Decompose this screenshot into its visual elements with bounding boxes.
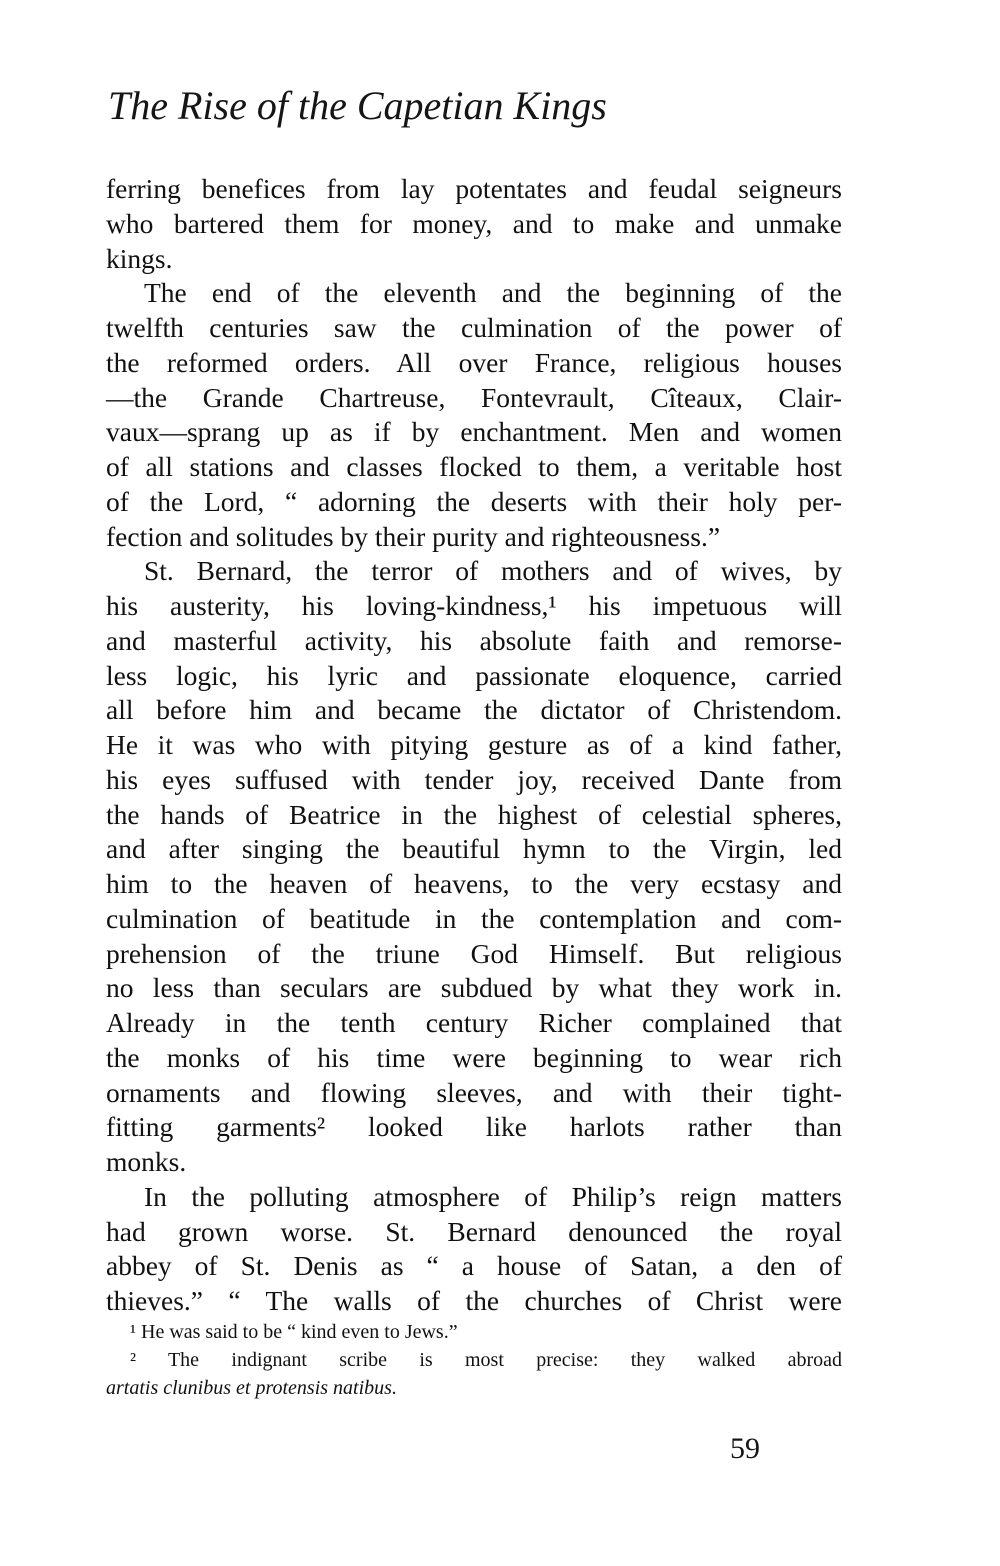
text-line: St. Bernard, the terror of mothers and of wives, by <box>144 555 842 587</box>
text-line: of the Lord, “ adorning the deserts with their holy per- <box>106 485 842 517</box>
text-line: The end of the eleventh and the beginning of the <box>144 277 842 309</box>
text-line: the hands of Beatrice in the highest of celestial spheres, <box>106 798 842 830</box>
text-line: and masterful activity, his absolute faith and remorse- <box>106 624 842 656</box>
text-line: Already in the tenth century Richer complained that <box>106 1007 842 1038</box>
text-line: monks. <box>106 1146 187 1177</box>
text-line: who bartered them for money, and to make and unmake <box>106 207 842 239</box>
text-line: thieves.” “ The walls of the churches of Christ were <box>106 1285 842 1316</box>
text-line: He it was who with pitying gesture as of a kind father, <box>106 729 842 760</box>
text-line: had grown worse. St. Bernard denounced the royal <box>106 1215 842 1247</box>
text-line: twelfth centuries saw the culmination of the power of <box>106 312 842 343</box>
text-line: of all stations and classes flocked to them, a veritable host <box>106 451 842 482</box>
text-line: —the Grande Chartreuse, Fontevrault, Cîteaux, Clair- <box>106 381 842 413</box>
body-text <box>106 172 842 1319</box>
text-line: culmination of beatitude in the contemplation and com- <box>106 902 842 934</box>
footnote: ² The indignant scribe is most precise: they walked abroad <box>130 1349 842 1371</box>
text-line: abbey of St. Denis as “ a house of Satan, a den of <box>106 1250 842 1282</box>
text-line: his austerity, his loving-kindness,¹ his impetuous will <box>106 590 842 621</box>
text-line: fection and solitudes by their purity and righteousness.” <box>106 520 721 552</box>
footnote-continuation: artatis clunibus et protensis natibus. <box>106 1377 397 1399</box>
text-line: In the polluting atmosphere of Philip’s reign matters <box>144 1180 842 1212</box>
text-line: prehension of the triune God Himself. But religious <box>106 937 842 969</box>
text-line: the monks of his time were beginning to wear rich <box>106 1041 842 1073</box>
text-line: his eyes suffused with tender joy, received Dante from <box>106 763 842 795</box>
text-line: all before him and became the dictator of Christendom. <box>106 694 842 726</box>
text-line: vaux—sprang up as if by enchantment. Men and women <box>106 416 842 448</box>
text-line: kings. <box>106 242 173 274</box>
text-line: him to the heaven of heavens, to the very ecstasy and <box>106 868 842 899</box>
text-line: less logic, his lyric and passionate eloquence, carried <box>106 659 842 691</box>
text-line: fitting garments² looked like harlots rather than <box>106 1111 842 1143</box>
text-line: ferring benefices from lay potentates and feudal seigneurs <box>106 173 842 204</box>
footnote: ¹ He was said to be “ kind even to Jews.” <box>130 1321 458 1343</box>
running-head: The Rise of the Capetian Kings <box>108 83 607 128</box>
page-number: 59 <box>730 1432 760 1465</box>
text-line: and after singing the beautiful hymn to the Virgin, led <box>106 833 842 865</box>
text-line: the reformed orders. All over France, religious houses <box>106 346 842 378</box>
text-line: ornaments and flowing sleeves, and with their tight- <box>106 1076 842 1108</box>
text-line: no less than seculars are subdued by what they work in. <box>106 972 842 1004</box>
footnotes <box>106 1318 842 1402</box>
